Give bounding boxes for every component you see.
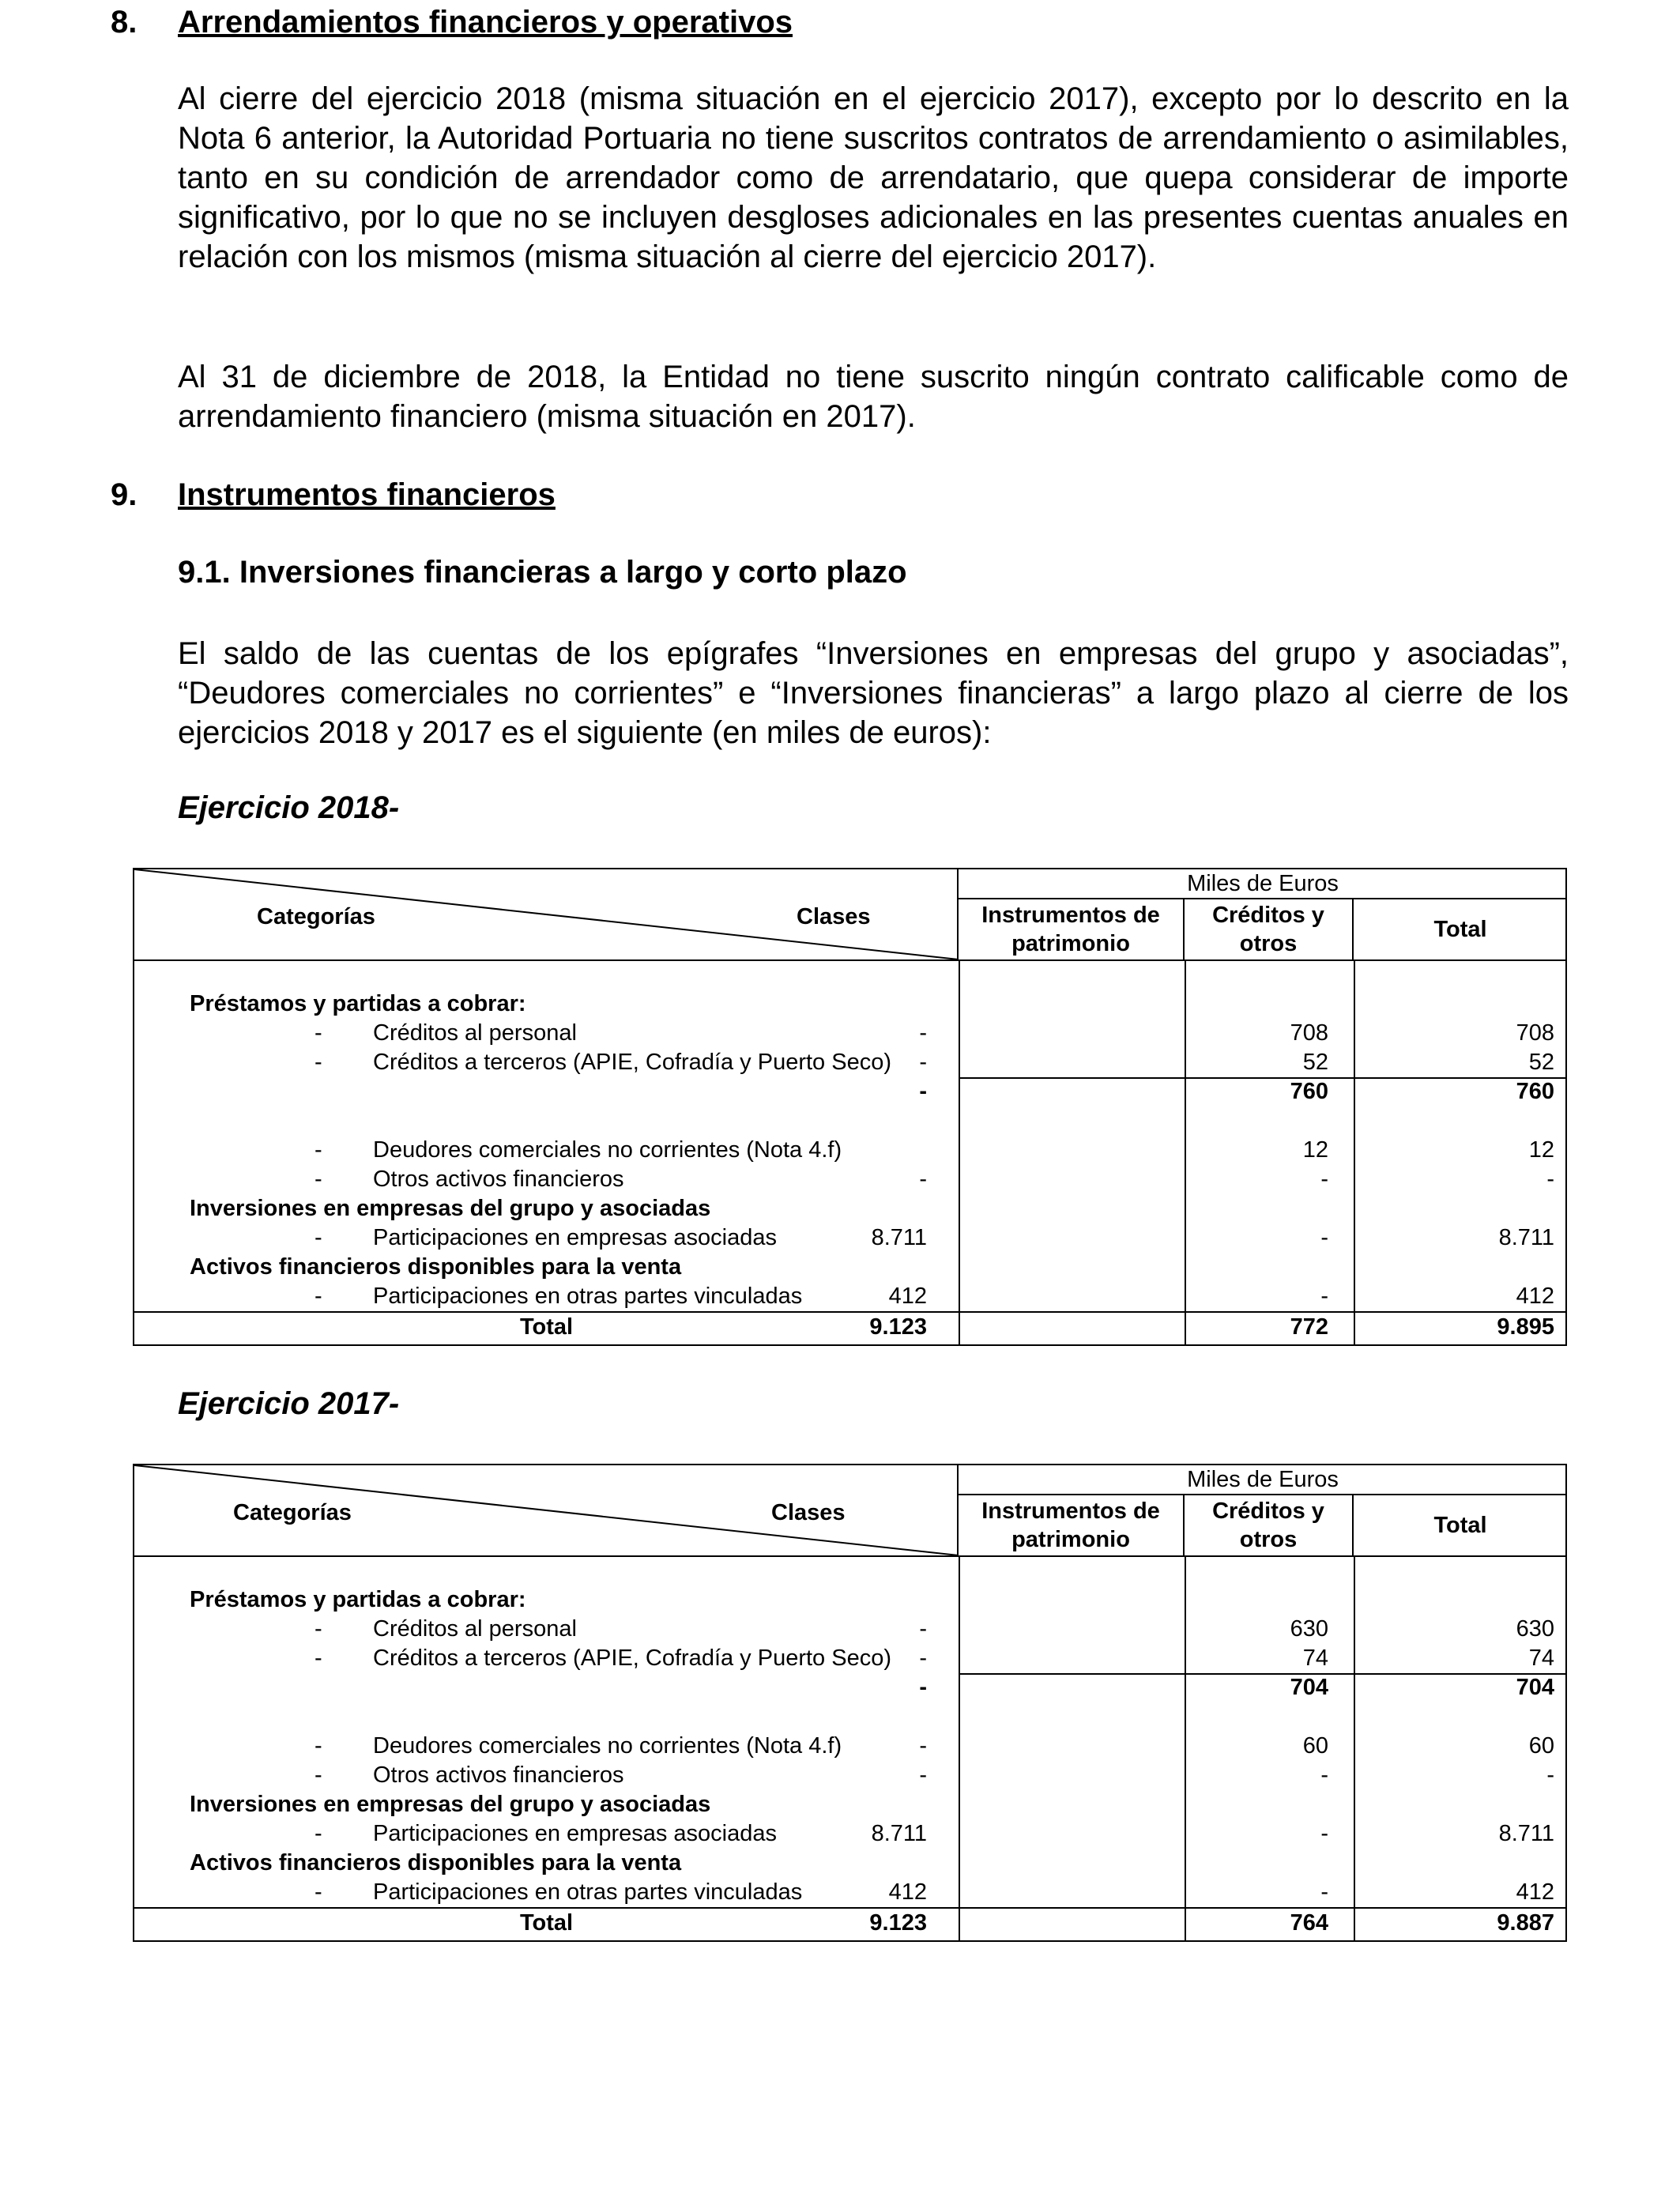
cell-value: 8.711 (1498, 1821, 1554, 1846)
item-label: Deudores comerciales no corrientes (Nota 4.f) (373, 1733, 842, 1759)
cell-value: - (919, 1020, 927, 1046)
section-8-paragraph-2: Al 31 de diciembre de 2018, la Entidad no tiene suscrito ningún contrato calificable como de arrendamiento financiero (misma situación en 2017). (178, 360, 1569, 434)
cell-value: - (1320, 1762, 1328, 1788)
cell-value: 764 (1290, 1910, 1328, 1936)
category-label: Activos financieros disponibles para la venta (190, 1254, 682, 1280)
cell-value: - (1546, 1762, 1554, 1788)
cell-value: 772 (1290, 1314, 1328, 1340)
cell-value: 8.711 (871, 1821, 927, 1846)
cell-value: - (1320, 1879, 1328, 1905)
cell-value: 412 (888, 1284, 927, 1309)
cell-value: 9.123 (869, 1910, 927, 1936)
table-header (134, 869, 1565, 961)
item-label: Créditos a terceros (APIE, Cofradía y Puerto Seco) (373, 1050, 891, 1075)
col-total-header: Total (1433, 1513, 1487, 1538)
cell-value: 630 (1290, 1616, 1328, 1642)
cell-value: - (1320, 1284, 1328, 1309)
cell-value: - (919, 1646, 927, 1671)
bullet-dash: - (315, 1225, 322, 1250)
cell-value: 52 (1528, 1050, 1554, 1075)
table-row (134, 1585, 1565, 1615)
item-label: Créditos al personal (373, 1616, 577, 1642)
cell-value: 760 (1290, 1079, 1328, 1104)
item-label: Créditos al personal (373, 1020, 577, 1046)
cell-value: 52 (1302, 1050, 1328, 1075)
cell-value: 412 (1516, 1879, 1554, 1905)
cell-value: 60 (1302, 1733, 1328, 1759)
section-8-title: Arrendamientos financieros y operativos (178, 5, 793, 40)
section-9-title: Instrumentos financieros (178, 477, 556, 512)
col-instrumentos-header: Instrumentos de patrimonio (959, 899, 1185, 959)
table-row (134, 1136, 1565, 1165)
table-row (134, 1849, 1565, 1878)
cell-value: 74 (1302, 1646, 1328, 1671)
section-8-heading (111, 3, 793, 41)
table-row (134, 1048, 1565, 1077)
ejercicio-2017-title: Ejercicio 2017- (178, 1386, 400, 1421)
cell-value: - (1546, 1167, 1554, 1192)
section-9-heading (111, 476, 556, 514)
cell-value: 708 (1290, 1020, 1328, 1046)
bullet-dash: - (315, 1137, 322, 1163)
cell-value: - (919, 1616, 927, 1642)
miles-de-euros-label: Miles de Euros (959, 1465, 1567, 1495)
table-row (134, 1223, 1565, 1253)
cell-value: 704 (1516, 1675, 1554, 1700)
table-row (134, 1615, 1565, 1644)
table-row (134, 1019, 1565, 1048)
bullet-dash: - (315, 1167, 322, 1192)
category-label: Préstamos y partidas a cobrar: (190, 1587, 526, 1612)
item-label: Deudores comerciales no corrientes (Nota 4.f) (373, 1137, 842, 1163)
cell-value: 9.887 (1497, 1910, 1554, 1936)
cell-value: - (1320, 1225, 1328, 1250)
col-instrumentos-header: Instrumentos de patrimonio (959, 1495, 1185, 1555)
table-2018 (133, 868, 1567, 1346)
table-2017 (133, 1464, 1567, 1942)
table-body (134, 961, 1565, 1344)
cell-value: - (919, 1733, 927, 1759)
bullet-dash: - (315, 1616, 322, 1642)
category-label: Inversiones en empresas del grupo y asociadas (190, 1196, 711, 1221)
bullet-dash: - (315, 1762, 322, 1788)
cell-value: - (1320, 1167, 1328, 1192)
miles-de-euros-label: Miles de Euros (959, 869, 1567, 899)
table-row (134, 1878, 1565, 1907)
cell-value: 708 (1516, 1020, 1554, 1046)
table-row (134, 1165, 1565, 1194)
table-row (134, 1790, 1565, 1819)
clases-label: Clases (771, 1500, 846, 1525)
table-row (134, 1819, 1565, 1849)
cell-value: 412 (1516, 1284, 1554, 1309)
total-row (134, 1311, 1565, 1342)
categorias-label: Categorías (233, 1500, 352, 1525)
category-label: Inversiones en empresas del grupo y asociadas (190, 1792, 711, 1817)
item-label: Participaciones en empresas asociadas (373, 1821, 777, 1846)
col-creditos-header: Créditos y otros (1185, 899, 1354, 959)
subtotal-row (134, 1673, 1565, 1702)
table-row (134, 990, 1565, 1019)
table-header (134, 1465, 1565, 1557)
item-label: Participaciones en otras partes vinculadas (373, 1879, 803, 1905)
cell-value: 412 (888, 1879, 927, 1905)
bullet-dash: - (315, 1733, 322, 1759)
section-9-number: 9. (111, 477, 137, 512)
total-label: Total (519, 1910, 574, 1936)
section-8-paragraph-1: Al cierre del ejercicio 2018 (misma situación en el ejercicio 2017), excepto por lo descrito en la Nota 6 anterior, la Autoridad Portuaria no tiene suscritos contratos de arrendamiento o asimilables, tanto en su condición de arrendador como de arrendatario, que quepa considerar de importe significativo, por lo que no se incluyen desgloses adicionales en las presentes cuentas anuales en relación con los mismos (misma situación al cierre del ejercicio 2017). (178, 81, 1569, 274)
table-row (134, 1761, 1565, 1790)
item-label: Participaciones en otras partes vinculadas (373, 1284, 803, 1309)
bullet-dash: - (315, 1646, 322, 1671)
bullet-dash: - (315, 1020, 322, 1046)
category-label: Préstamos y partidas a cobrar: (190, 991, 526, 1016)
table-body (134, 1557, 1565, 1940)
table-row (134, 1282, 1565, 1311)
cell-value: - (919, 1167, 927, 1192)
item-label: Otros activos financieros (373, 1762, 624, 1788)
col-creditos-header: Créditos y otros (1185, 1495, 1354, 1555)
cell-value: - (919, 1050, 927, 1075)
section-8-number: 8. (111, 5, 137, 40)
section-9-1-title: 9.1. Inversiones financieras a largo y corto plazo (178, 555, 907, 590)
item-label: Participaciones en empresas asociadas (373, 1225, 777, 1250)
table-row (134, 1644, 1565, 1673)
item-label: Otros activos financieros (373, 1167, 624, 1192)
cell-value: 12 (1528, 1137, 1554, 1163)
bullet-dash: - (315, 1050, 322, 1075)
cell-value: 704 (1290, 1675, 1328, 1700)
cell-value: 74 (1528, 1646, 1554, 1671)
cell-value: - (1320, 1821, 1328, 1846)
clases-label: Clases (797, 904, 871, 929)
total-row (134, 1907, 1565, 1938)
cell-value: 9.123 (869, 1314, 927, 1340)
cell-value: - (919, 1675, 927, 1700)
cell-value: 8.711 (1498, 1225, 1554, 1250)
table-row (134, 1253, 1565, 1282)
cell-value: 630 (1516, 1616, 1554, 1642)
cell-value: - (919, 1079, 927, 1104)
table-row (134, 1194, 1565, 1223)
cell-value: 12 (1302, 1137, 1328, 1163)
category-label: Activos financieros disponibles para la venta (190, 1850, 682, 1875)
header-diagonal-cell (134, 1465, 959, 1555)
bullet-dash: - (315, 1879, 322, 1905)
cell-value: 60 (1528, 1733, 1554, 1759)
cell-value: 8.711 (871, 1225, 927, 1250)
cell-value: 9.895 (1497, 1314, 1554, 1340)
cell-value: 760 (1516, 1079, 1554, 1104)
header-diagonal-cell (134, 869, 959, 959)
item-label: Créditos a terceros (APIE, Cofradía y Puerto Seco) (373, 1646, 891, 1671)
bullet-dash: - (315, 1821, 322, 1846)
cell-value: - (919, 1762, 927, 1788)
col-total-header: Total (1433, 917, 1487, 942)
subtotal-row (134, 1077, 1565, 1106)
table-row (134, 1732, 1565, 1761)
bullet-dash: - (315, 1284, 322, 1309)
categorias-label: Categorías (257, 904, 375, 929)
total-label: Total (519, 1314, 574, 1340)
section-9-paragraph: El saldo de las cuentas de los epígrafes “Inversiones en empresas del grupo y asociadas”, “Deudores comerciales no corrientes” e “Inversiones financieras” a largo plazo al cierre de los ejercicios 2018 y 2017 es el siguiente (en miles de euros): (178, 636, 1569, 750)
ejercicio-2018-title: Ejercicio 2018- (178, 790, 400, 825)
